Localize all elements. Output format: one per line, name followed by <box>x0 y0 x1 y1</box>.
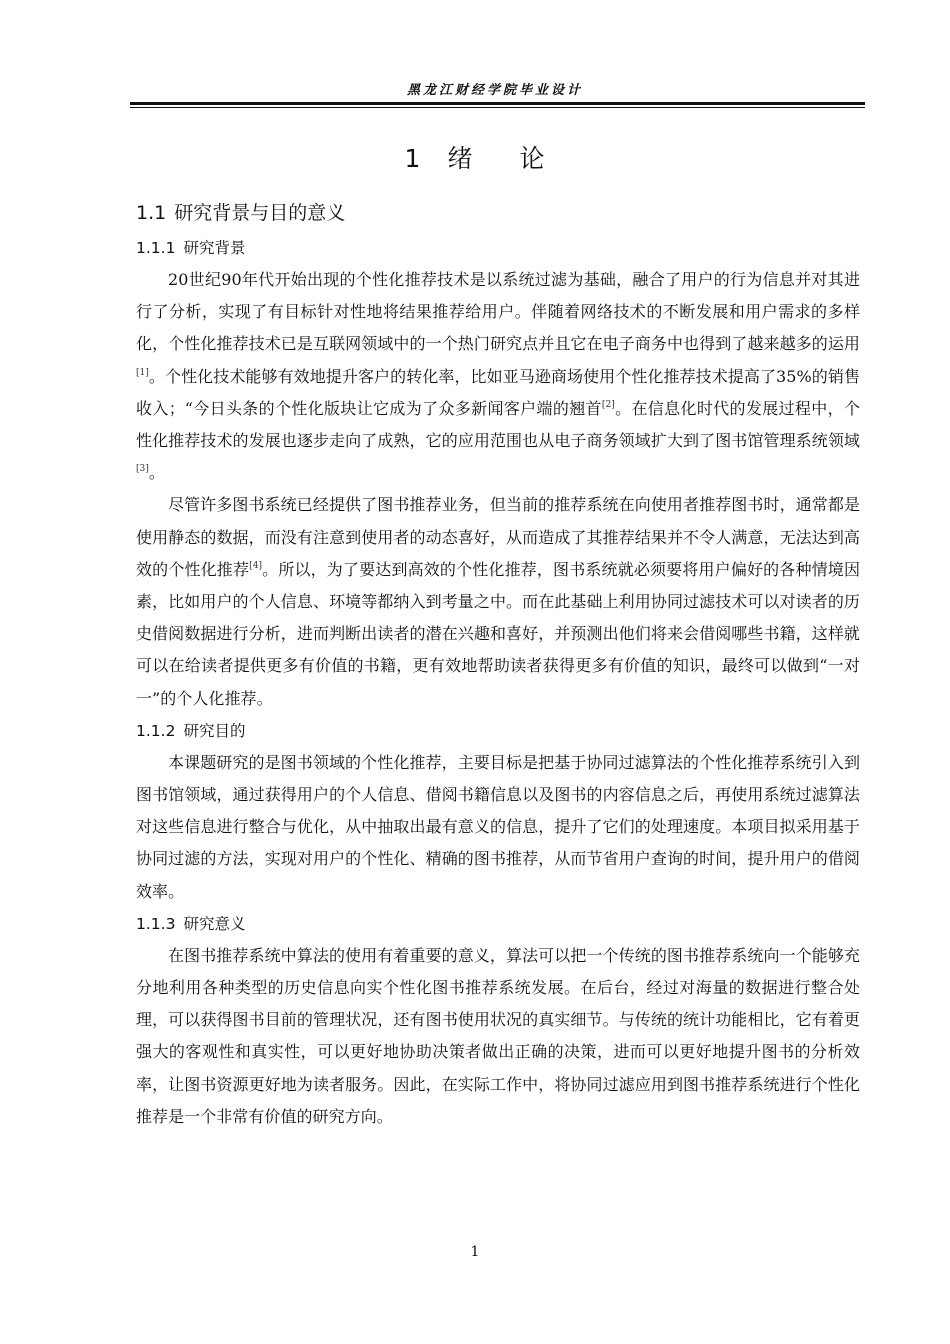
body-content <box>136 198 860 1133</box>
subsection-number: 1.1.1 <box>136 239 176 257</box>
citation-4: [4] <box>249 560 263 571</box>
paragraph-significance: 在图书推荐系统中算法的使用有着重要的意义，算法可以把一个传统的图书推荐系统向一个能够充分地利用各种类型的历史信息向实个性化图书推荐系统发展。在后台，经过对海量的数据进行整合处理，可以获得图书目前的管理状况，还有图书使用状况的真实细节。与传统的统计功能相比，它有着更强大的客观性和真实性，可以更好地协助决策者做出正确的决策，进而可以更好地提升图书的分析效率，让图书资源更好地为读者服务。因此，在实际工作中，将协同过滤应用到图书推荐系统进行个性化推荐是一个非常有价值的研究方向。 <box>136 945 860 1126</box>
citation-1: [1] <box>136 367 149 378</box>
paragraph-text: 。个性化技术能够有效地提升客户的转化率，比如亚马逊商场使用个性化推荐技术提高了35%的销售收入；“今日头条的个性化版块让它成为了众多新闻客户端的翘首 <box>136 366 860 418</box>
subsection-heading-1-1-2 <box>136 715 860 747</box>
chapter-number: 1 <box>404 144 422 173</box>
paragraph-background-2 <box>136 489 860 714</box>
paragraph-purpose: 本课题研究的是图书领域的个性化推荐，主要目标是把基于协同过滤算法的个性化推荐系统引入到图书馆领域，通过获得用户的个人信息、借阅书籍信息以及图书的内容信息之后，再使用系统过滤算法对这些信息进行整合与优化，从中抽取出最有意义的信息，提升了它们的处理速度。本项目拟采用基于协同过滤的方法，实现对用户的个性化、精确的图书推荐，从而节省用户查询的时间，提升用户的借阅效率。 <box>136 752 860 901</box>
subsection-title: 研究意义 <box>183 914 246 933</box>
paragraph-text: 20世纪90年代开始出现的个性化推荐技术是以系统过滤为基础，融合了用户的行为信息并对其进行了分析，实现了有目标针对性地将结果推荐给用户。伴随着网络技术的不断发展和用户需求的多样化，个性化推荐技术已是互联网领域中的一个热门研究点并且它在电子商务中也得到了越来越多的运用 <box>136 270 860 354</box>
chapter-title-char-1: 绪 <box>447 144 474 173</box>
subsection-number: 1.1.2 <box>136 721 176 740</box>
section-number: 1.1 <box>136 202 167 224</box>
running-header: 黑龙江财经学院毕业设计 <box>406 83 583 98</box>
subsection-number: 1.1.3 <box>136 914 176 933</box>
section-title: 研究背景与目的意义 <box>174 202 346 224</box>
paragraph-text: 尽管许多图书系统已经提供了图书推荐业务，但当前的推荐系统在向使用者推荐图书时，通常都是使用静态的数据，而没有注意到使用者的动态喜好，从而造成了其推荐结果并不令人满意，无法达到高效的个性化推荐 <box>136 495 860 579</box>
paragraph-text: 。所以，为了要达到高效的个性化推荐，图书系统就必须要将用户偏好的各种情境因素，比如用户的个人信息、环境等都纳入到考量之中。而在此基础上利用协同过滤技术可以对读者的历史借阅数据进行分析，进而判断出读者的潜在兴趣和喜好，并预测出他们将来会借阅哪些书籍，这样就可以在给读者提供更多有价值的书籍，更有效地帮助读者获得更多有价值的知识，最终可以做到“一对一”的个人化推荐。 <box>136 559 860 708</box>
subsection-title: 研究背景 <box>183 239 246 257</box>
header-rule-thick <box>130 102 865 105</box>
section-heading-1-1 <box>136 198 860 228</box>
page-number: 1 <box>470 1244 480 1260</box>
citation-3: [3] <box>136 464 149 475</box>
chapter-title-char-2: 论 <box>519 144 546 173</box>
citation-2: [2] <box>601 399 615 410</box>
subsection-heading-1-1-3 <box>136 908 860 940</box>
paragraph-text: 。在信息化时代的发展过程中，个性化推荐技术的发展也逐步走向了成熟，它的应用范围也从电子商务领域扩大到了图书馆管理系统领域 <box>136 398 860 451</box>
subsection-title: 研究目的 <box>183 721 246 740</box>
paragraph-background-1 <box>136 264 860 489</box>
paragraph-text: 。 <box>148 463 165 483</box>
chapter-title <box>0 139 950 175</box>
header-rule-thin <box>130 107 865 108</box>
subsection-heading-1-1-1 <box>136 232 860 264</box>
